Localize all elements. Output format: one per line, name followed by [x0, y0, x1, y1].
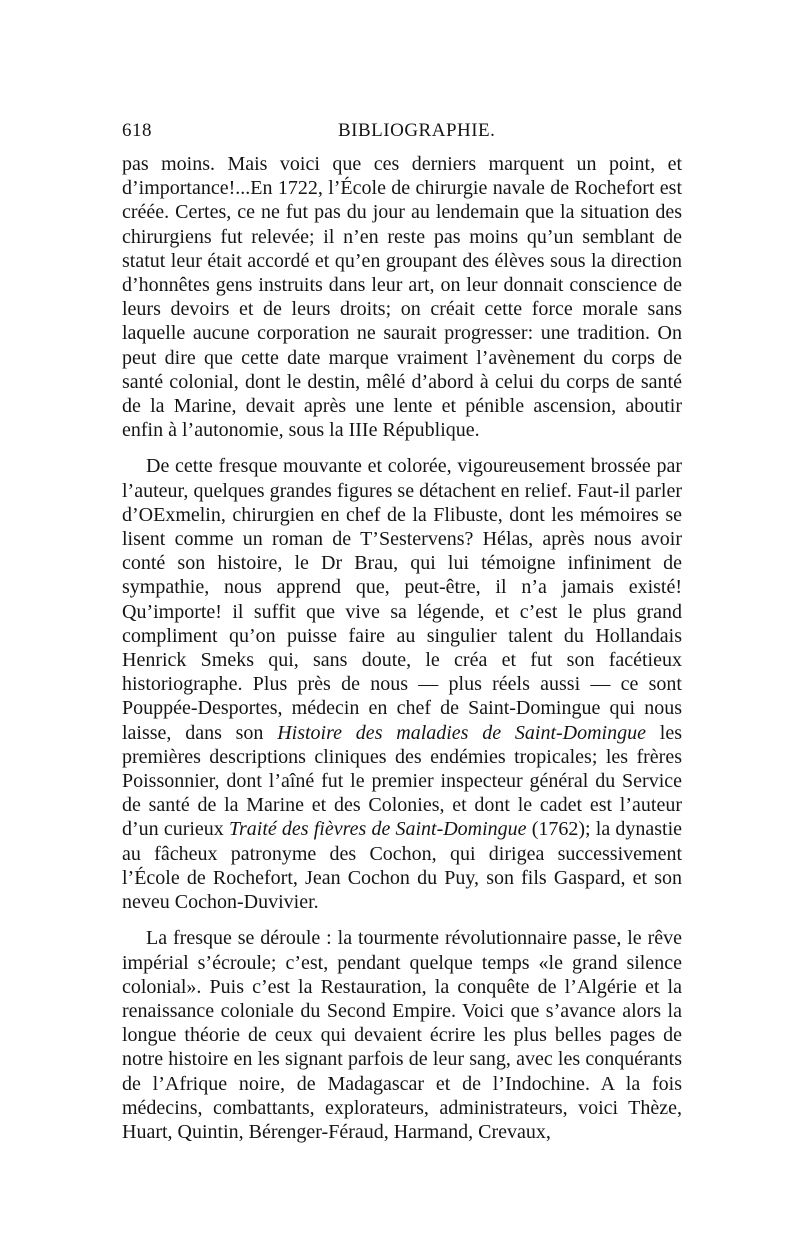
paragraph-3: [122, 926, 682, 1144]
paragraph-3-text: La fresque se déroule : la tourmente révolutionnaire passe, le rêve impérial s’écroule; c’est, pendant quelque temps «le grand silence colonial». Puis c’est la Restauration, la conquête de l’Algérie et la renaissance coloniale du Second Empire. Voici que s’avance alors la longue théorie de ceux qui devaient écrire les plus belles pages de notre histoire en les signant parfois de leur sang, avec les conquérants de l’Afrique noire, de Madagascar et de l’Indochine. A la fois médecins, combattants, explorateurs, administrateurs, voici Thèze, Huart, Quintin, Bérenger-Féraud, Harmand, Crevaux,: [122, 927, 682, 1143]
book-title-traite-des-fievres: Traité des fièvres de Saint-Domingue: [228, 818, 527, 841]
paragraph-2-text-2: les premières descriptions cliniques des endémies tropicales; les frères Poissonnier, dont l’aîné fut le premier inspecteur général du Service de santé de la Marine et des Colonies, et dont le cadet est l’auteur d’un curieux: [122, 721, 682, 841]
page-number: 618: [122, 120, 152, 141]
book-title-histoire-des-maladies: Histoire des maladies de Saint-Domingue: [277, 721, 646, 744]
paragraph-1-text: pas moins. Mais voici que ces derniers marquent un point, et d’importance!...En 1722, l’École de chirurgie navale de Rochefort est créée. Certes, ce ne fut pas du jour au lendemain que la situation des chirurgiens fut relevée; il n’en reste pas moins qu’un semblant de statut leur était accordé et qu’en groupant des élèves sous la direction d’honnêtes gens instruits dans leur art, on leur donnait conscience de leurs devoirs et de leurs droits; on créait cette force morale sans laquelle aucune corporation ne saurait progresser: une tradition. On peut dire que cette date marque vraiment l’avènement du corps de santé colonial, dont le destin, mêlé d’abord à celui du corps de santé de la Marine, devait après une lente et pénible ascension, aboutir enfin à l’autonomie, sous la IIIe République.: [122, 153, 682, 442]
paragraph-2-text-3: (1762); la dynastie au fâcheux patronyme des Cochon, qui dirigea successivement l’École de Rochefort, Jean Cochon du Puy, son fils Gaspard, et son neveu Cochon-Duvivier.: [122, 818, 683, 914]
paragraph-2-text-1: De cette fresque mouvante et colorée, vigoureusement brossée par l’auteur, quelques grandes figures se détachent en relief. Faut-il parler d’OExmelin, chirurgien en chef de la Flibuste, dont les mémoires se lisent comme un roman de T’Sestervens? Hélas, après nous avoir conté son histoire, le Dr Brau, qui lui témoigne infiniment de sympathie, nous apprend que, peut-être, il n’a jamais existé! Qu’importe! il suffit que vive sa légende, et c’est le plus grand compliment qu’on puisse faire au singulier talent du Hollandais Henrick Smeks qui, sans doute, le créa et fut son facétieux historiographe. Plus près de nous — plus réels aussi — ce sont Pouppée-Desportes, médecin en chef de Saint-Domingue qui nous laisse, dans son: [122, 455, 682, 744]
paragraph-2: [122, 454, 682, 914]
running-header: [122, 120, 682, 150]
paragraph-1: [122, 152, 682, 442]
body-text: [122, 152, 682, 1144]
running-title: BIBLIOGRAPHIE.: [338, 120, 496, 141]
